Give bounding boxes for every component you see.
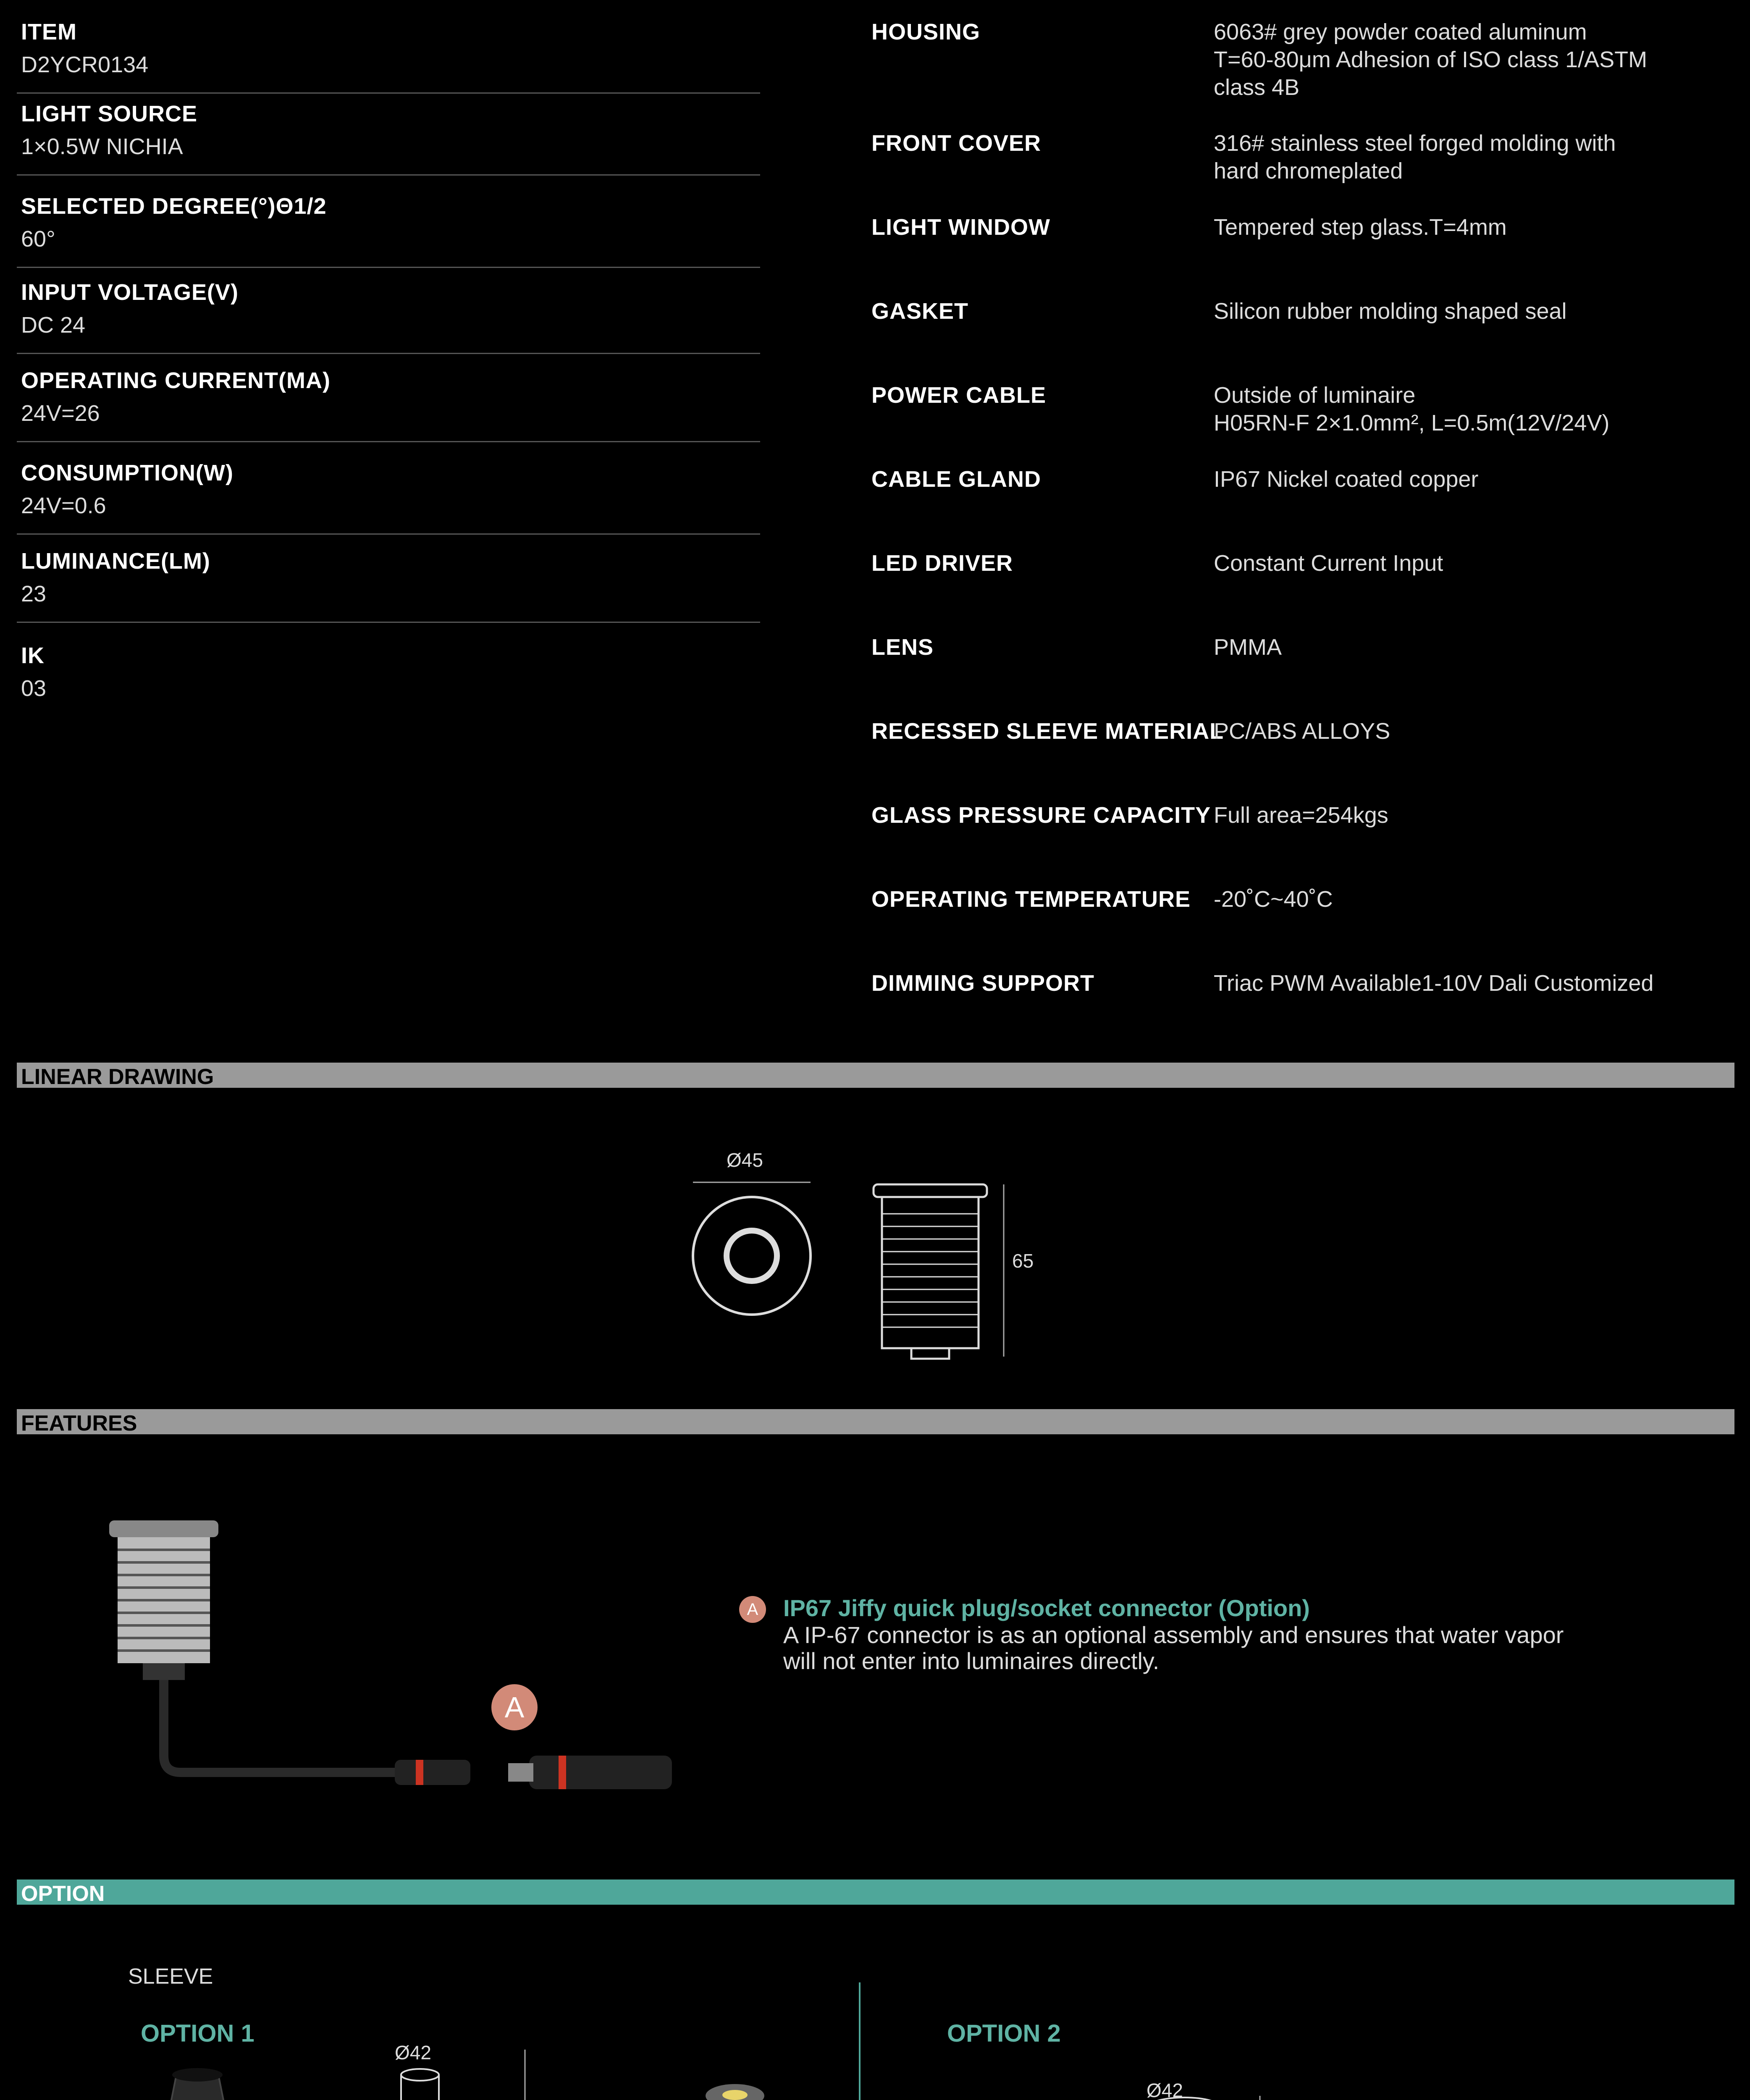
- spec-label: OPERATING TEMPERATURE: [871, 887, 1191, 912]
- spec-label: LED DRIVER: [871, 551, 1013, 576]
- spec-label: OPERATING CURRENT(MA): [21, 368, 331, 393]
- spec-label: HOUSING: [871, 19, 981, 45]
- section-features: [17, 1409, 1734, 1434]
- section-title: FEATURES: [21, 1411, 137, 1436]
- feature-luminaire-illustration: [84, 1512, 714, 1856]
- spec-value: 60°: [21, 226, 55, 252]
- spec-value: 6063# grey powder coated aluminum: [1214, 19, 1587, 45]
- feature-note-badge: A: [739, 1596, 766, 1623]
- spec-value: Outside of luminaire: [1214, 383, 1416, 408]
- spec-value: Silicon rubber molding shaped seal: [1214, 299, 1567, 324]
- spec-label: SELECTED DEGREE(°)Θ1/2: [21, 194, 327, 219]
- spec-label: LENS: [871, 635, 934, 660]
- section-title: LINEAR DRAWING: [21, 1065, 214, 1089]
- option-2-illustration: [924, 2083, 1722, 2100]
- spec-value: 1×0.5W NICHIA: [21, 134, 183, 159]
- spec-value: 24V=0.6: [21, 493, 106, 518]
- spec-value: hard chromeplated: [1214, 158, 1403, 184]
- sleeve-label: SLEEVE: [128, 1964, 213, 1989]
- spec-divider: [17, 92, 760, 94]
- feature-title: IP67 Jiffy quick plug/socket connector (Option): [783, 1595, 1310, 1621]
- section-linear-drawing: [17, 1063, 1734, 1088]
- spec-label: LIGHT SOURCE: [21, 101, 198, 126]
- side-view: [874, 1184, 987, 1359]
- option-2-diameter: Ø42: [1147, 2079, 1183, 2100]
- spec-divider: [17, 267, 760, 268]
- spec-value: 23: [21, 581, 47, 606]
- spec-divider: [17, 533, 760, 535]
- spec-value: 03: [21, 676, 47, 701]
- spec-value: DC 24: [21, 312, 86, 338]
- spec-value: 24V=26: [21, 401, 100, 426]
- spec-value: PC/ABS ALLOYS: [1214, 719, 1391, 744]
- spec-value: PMMA: [1214, 635, 1282, 660]
- option-1-illustration: [84, 2050, 882, 2100]
- spec-divider: [17, 441, 760, 442]
- option-2-title: OPTION 2: [947, 2020, 1061, 2047]
- spec-label: FRONT COVER: [871, 131, 1042, 156]
- spec-label: IK: [21, 643, 45, 668]
- spec-value: H05RN-F 2×1.0mm², L=0.5m(12V/24V): [1214, 410, 1610, 436]
- feature-desc-1: A IP-67 connector is as an optional assembly and ensures that water vapor: [783, 1622, 1564, 1648]
- option-1-title: OPTION 1: [141, 2020, 254, 2047]
- spec-label: GLASS PRESSURE CAPACITY: [871, 803, 1211, 828]
- section-title: OPTION: [21, 1882, 105, 1906]
- section-option: [17, 1880, 1734, 1905]
- spec-label: DIMMING SUPPORT: [871, 971, 1095, 996]
- linear-diameter: Ø45: [727, 1149, 763, 1171]
- spec-label: CABLE GLAND: [871, 467, 1041, 492]
- spec-value: IP67 Nickel coated copper: [1214, 467, 1479, 492]
- spec-label: POWER CABLE: [871, 383, 1046, 408]
- feature-desc-2: will not enter into luminaires directly.: [783, 1648, 1160, 1674]
- spec-value: Tempered step glass.T=4mm: [1214, 215, 1507, 240]
- spec-label: GASKET: [871, 299, 969, 324]
- spec-divider: [17, 353, 760, 354]
- spec-value: Triac PWM Available1-10V Dali Customized: [1214, 971, 1654, 996]
- spec-value: class 4B: [1214, 75, 1300, 100]
- linear-height: 65: [1012, 1250, 1034, 1272]
- spec-divider: [17, 174, 760, 176]
- spec-value: -20˚C~40˚C: [1214, 887, 1333, 912]
- spec-label: CONSUMPTION(W): [21, 460, 234, 486]
- spec-label: INPUT VOLTAGE(V): [21, 280, 239, 305]
- spec-label: ITEM: [21, 19, 77, 45]
- feature-badge: A: [491, 1684, 538, 1730]
- spec-divider: [17, 622, 760, 623]
- spec-value: T=60-80μm Adhesion of ISO class 1/ASTM: [1214, 47, 1648, 72]
- spec-label: LIGHT WINDOW: [871, 215, 1050, 240]
- spec-value: 316# stainless steel forged molding with: [1214, 131, 1616, 156]
- spec-value: D2YCR0134: [21, 52, 149, 77]
- spec-label: LUMINANCE(LM): [21, 549, 210, 574]
- spec-value: Constant Current Input: [1214, 551, 1443, 576]
- spec-value: Full area=254kgs: [1214, 803, 1388, 828]
- spec-label: RECESSED SLEEVE MATERIAL: [871, 719, 1224, 744]
- option-1-diameter: Ø42: [395, 2042, 431, 2063]
